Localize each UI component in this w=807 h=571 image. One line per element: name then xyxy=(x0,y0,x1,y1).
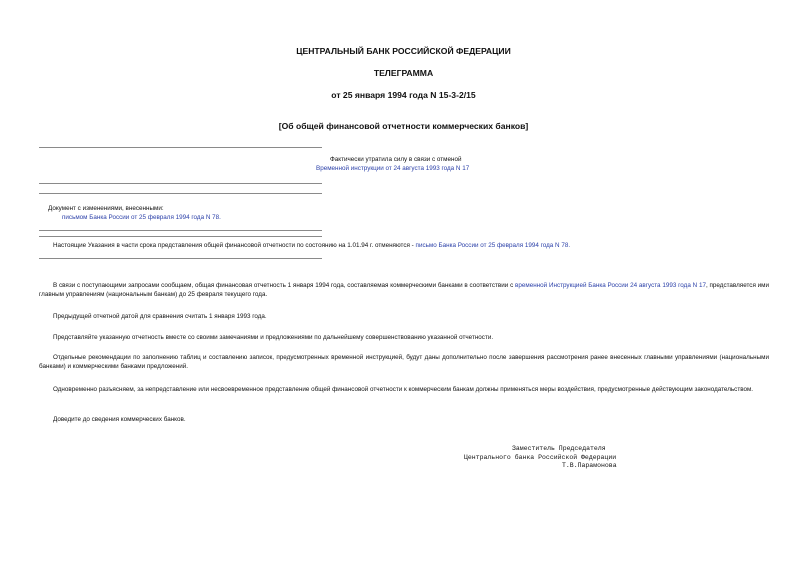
note-text: Настоящие Указания в части срока представления общей финансовой отчетности по состоянию на 1.01.94 г. отменяются - xyxy=(53,242,414,249)
status-block xyxy=(316,156,630,173)
paragraph-1: В связи с поступающими запросами сообщаем, общая финансовая отчетность 1 января 1994 года, составляемая коммерческими банками в соответствии с временной Инструкцией Банка России 24 августа 1993 года N 17, представляется ими главным управлениям (национальным банкам) до 25 февраля текущего года. xyxy=(39,282,770,298)
paragraph-2: Предыдущей отчетной датой для сравнения считать 1 января 1993 года. xyxy=(53,313,267,320)
paragraph-4: Отдельные рекомендации по заполнению таблиц и составлению записок, предусмотренных временной инструкцией, будут даны дополнительно после завершения рассмотрения ранее внесенных главными управлениями (национальными банками) и коммерческими банками предложений. xyxy=(39,354,769,370)
document-type: ТЕЛЕГРАММА xyxy=(373,68,434,78)
divider xyxy=(39,193,322,194)
issuer-title: ЦЕНТРАЛЬНЫЙ БАНК РОССИЙСКОЙ ФЕДЕРАЦИИ xyxy=(296,46,511,56)
divider xyxy=(39,183,322,184)
signature-org: Центрального банка Российской Федерации xyxy=(464,454,617,461)
changes-link[interactable]: письмом Банка России от 25 февраля 1994 года N 78. xyxy=(62,213,221,221)
signature-name: Т.В.Парамонова xyxy=(562,462,617,469)
document-date: от 25 января 1994 года N 15-3-2/15 xyxy=(331,90,476,100)
paragraph-3: Представляйте указанную отчетность вместе со своими замечаниями и предложениями по дальнейшему совершенствованию указанной отчетности. xyxy=(53,334,494,341)
note-link[interactable]: письмо Банка России от 25 февраля 1994 года N 78. xyxy=(415,242,571,249)
instruction-link[interactable]: временной Инструкцией Банка России 24 августа 1993 года N 17 xyxy=(515,282,706,289)
status-text: Фактически утратила силу в связи с отменой xyxy=(330,156,462,163)
changes-text: Документ с изменениями, внесенными: xyxy=(48,205,164,212)
divider xyxy=(39,258,322,259)
paragraph-6: Доведите до сведения коммерческих банков. xyxy=(53,416,186,423)
document-subject: [Об общей финансовой отчетности коммерческих банков] xyxy=(278,121,529,131)
status-link[interactable]: Временной инструкции от 24 августа 1993 года N 17 xyxy=(316,164,470,172)
divider xyxy=(39,147,322,148)
paragraph-5: Одновременно разъясняем, за непредставление или несвоевременное представление общей финансовой отчетности к коммерческим банкам должны применяться меры воздействия, предусмотренные действующим законодательством. xyxy=(53,386,754,393)
changes-block xyxy=(48,205,348,222)
divider xyxy=(39,230,322,231)
signature-title: Заместитель Председателя xyxy=(512,445,606,452)
divider xyxy=(39,236,322,237)
note-block xyxy=(53,242,773,251)
